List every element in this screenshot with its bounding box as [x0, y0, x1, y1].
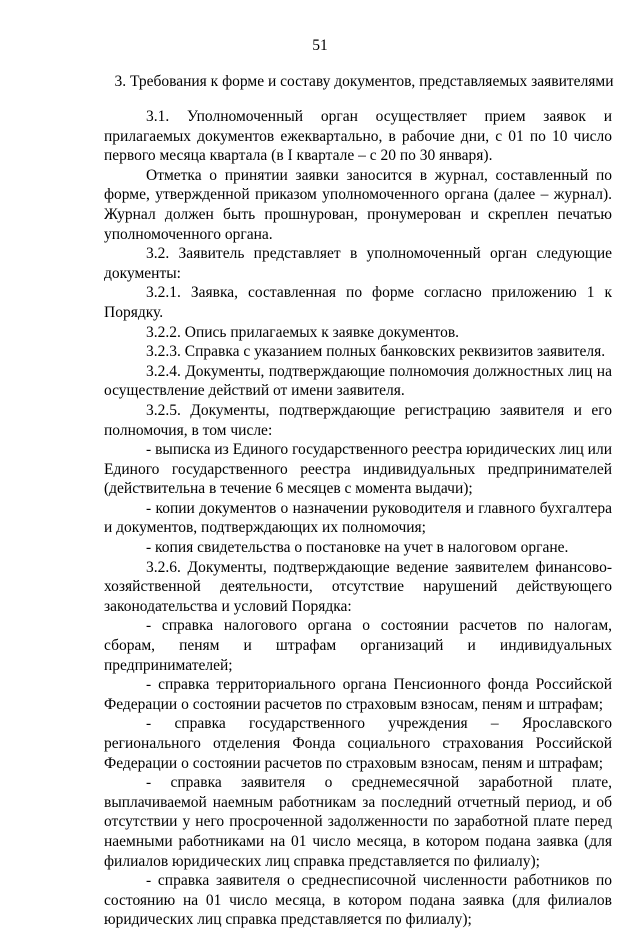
paragraph-3-2-2: 3.2.2. Опись прилагаемых к заявке документов.	[146, 323, 460, 341]
paragraph-3-2-1: 3.2.1. Заявка, составленная по форме согласно приложению 1 к Порядку.	[104, 284, 612, 321]
section-heading: 3. Требования к форме и составу документов, представляемых заявителями	[114, 73, 614, 90]
document-body	[104, 107, 612, 930]
paragraph-3-2-3: 3.2.3. Справка с указанием полных банковских реквизитов заявителя.	[146, 343, 606, 361]
paragraph-3-2-6: 3.2.6. Документы, подтверждающие ведение заявителем финансово-хозяйственной деятельности, отсутствие нарушений действующего законодательства и условий Порядка:	[104, 558, 612, 615]
list-item-salary-reference: - справка заявителя о среднемесячной заработной плате, выплачиваемой наемным работникам за последний отчетный период, и об отсутствии у него просроченной задолженности по заработной плате перед наемными работниками на 01 число месяца, в котором подана заявка (для филиалов юридических лиц справка представляется по филиалу);	[104, 774, 612, 870]
list-item-headcount-reference: - справка заявителя о среднесписочной численности работников по состоянию на 01 число месяца, в котором подана заявка (для филиалов юридических лиц справка представляется по филиалу);	[104, 872, 612, 929]
paragraph-journal-note: Отметка о принятии заявки заносится в журнал, составленный по форме, утвержденной приказом уполномоченного органа (далее – журнал). Журнал должен быть прошнурован, пронумерован и скреплен печатью уполномоченного органа.	[104, 166, 612, 243]
list-item-appointment-docs: - копии документов о назначении руководителя и главного бухгалтера и документов, подтверждающих их полномочия;	[104, 499, 612, 537]
list-item-pension-fund-reference: - справка территориального органа Пенсионного фонда Российской Федерации о состоянии расчетов по страховым взносам, пеням и штрафам;	[104, 676, 612, 713]
paragraph-3-2-4: 3.2.4. Документы, подтверждающие полномочия должностных лиц на осуществление действий от имени заявителя.	[104, 362, 612, 400]
paragraph-3-2: 3.2. Заявитель представляет в уполномоченный орган следующие документы:	[104, 245, 612, 282]
list-item-registry-extract: - выписка из Единого государственного реестра юридических лиц или Единого государственного реестра индивидуальных предпринимателей (действительна в течение 6 месяцев с момента выдачи);	[104, 441, 612, 498]
page-number: 51	[312, 37, 328, 54]
list-item-social-insurance-reference: - справка государственного учреждения – Ярославского регионального отделения Фонда социального страхования Российской Федерации о состоянии расчетов по страховым взносам, пеням и штрафам;	[104, 715, 612, 772]
paragraph-3-2-5: 3.2.5. Документы, подтверждающие регистрацию заявителя и его полномочия, в том числе:	[104, 401, 612, 439]
list-item-tax-certificate-copy: - копия свидетельства о постановке на учет в налоговом органе.	[146, 539, 569, 557]
paragraph-3-1: 3.1. Уполномоченный орган осуществляет прием заявок и прилагаемых документов ежеквартально, в рабочие дни, с 01 по 10 число первого месяца квартала (в I квартале – с 20 по 30 января).	[104, 108, 612, 165]
list-item-tax-authority-reference: - справка налогового органа о состоянии расчетов по налогам, сборам, пеням и штрафам организаций и индивидуальных предпринимателей;	[104, 617, 612, 674]
